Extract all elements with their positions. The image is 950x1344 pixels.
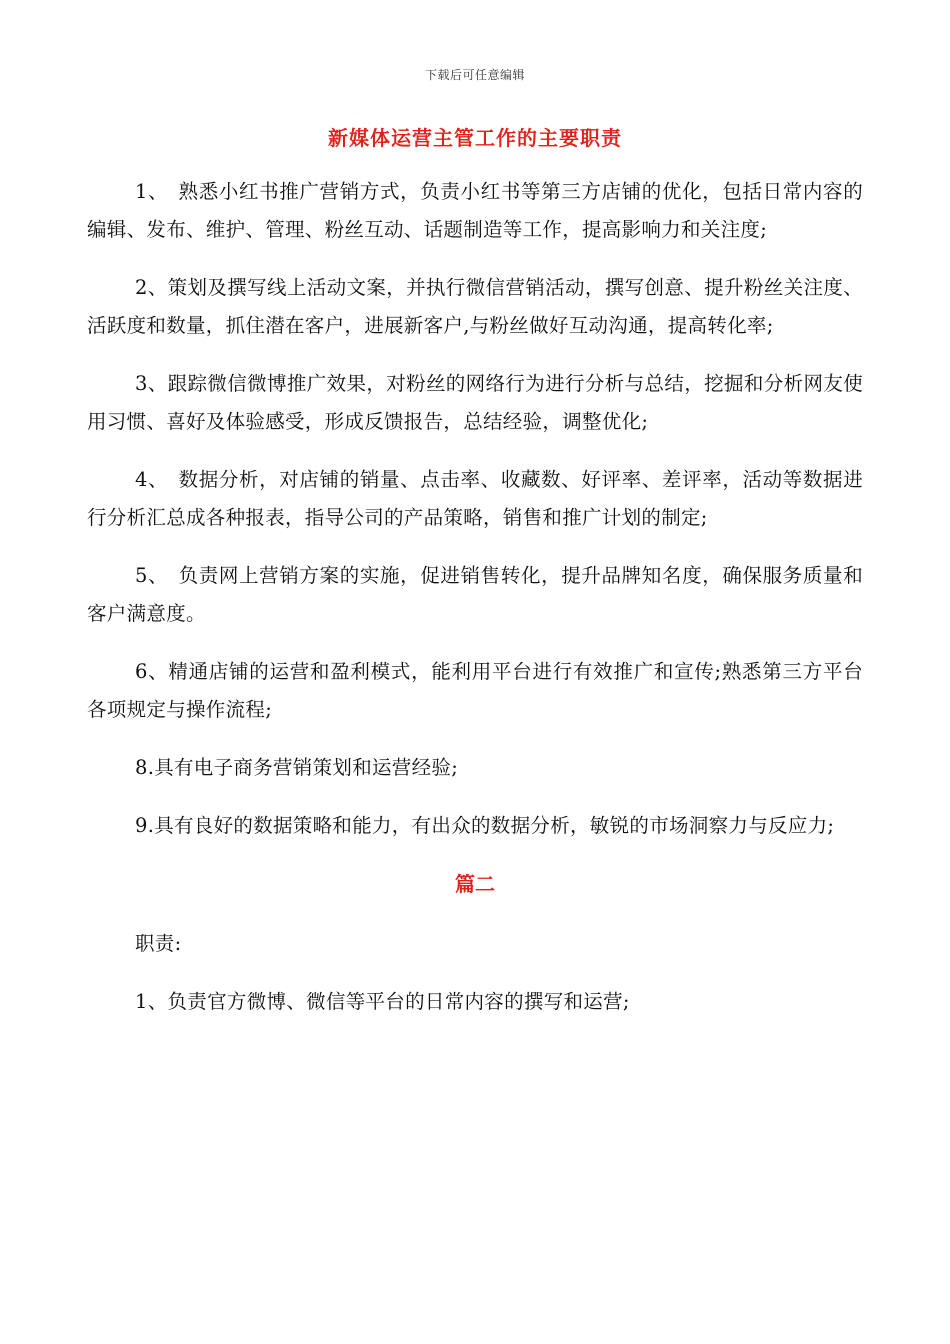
document-body bbox=[87, 173, 863, 1041]
duty-item-5: 5、 负责网上营销方案的实施，促进销售转化，提升品牌知名度，确保服务质量和客户满意度。 bbox=[87, 564, 863, 625]
duty-item-8: 8.具有电子商务营销策划和运营经验; bbox=[135, 756, 459, 779]
duty-item-4: 4、 数据分析，对店铺的销量、点击率、收藏数、好评率、差评率，活动等数据进行分析汇总成各种报表，指导公司的产品策略，销售和推广计划的制定; bbox=[87, 468, 863, 529]
duty-item-3: 3、跟踪微信微博推广效果，对粉丝的网络行为进行分析与总结，挖掘和分析网友使用习惯、喜好及体验感受，形成反馈报告，总结经验，调整优化; bbox=[87, 372, 863, 433]
duty-item-6: 6、精通店铺的运营和盈利模式，能利用平台进行有效推广和宣传;熟悉第三方平台各项规定与操作流程; bbox=[87, 660, 863, 721]
duty-item-2: 2、策划及撰写线上活动文案，并执行微信营销活动，撰写创意、提升粉丝关注度、活跃度和数量，抓住潜在客户，进展新客户,与粉丝做好互动沟通，提高转化率; bbox=[87, 276, 863, 337]
duty-item-9: 9.具有良好的数据策略和能力，有出众的数据分析，敏锐的市场洞察力与反应力; bbox=[135, 814, 835, 837]
header-note: 下载后可任意编辑 bbox=[424, 68, 525, 82]
duty-item-1: 1、 熟悉小红书推广营销方式，负责小红书等第三方店铺的优化，包括日常内容的编辑、发布、维护、管理、粉丝互动、话题制造等工作，提高影响力和关注度; bbox=[87, 180, 863, 241]
section2-item-1: 1、负责官方微博、微信等平台的日常内容的撰写和运营; bbox=[135, 990, 630, 1013]
section2-label: 职责: bbox=[135, 932, 182, 955]
document-title: 新媒体运营主管工作的主要职责 bbox=[328, 126, 622, 150]
section-heading: 篇二 bbox=[455, 872, 495, 896]
